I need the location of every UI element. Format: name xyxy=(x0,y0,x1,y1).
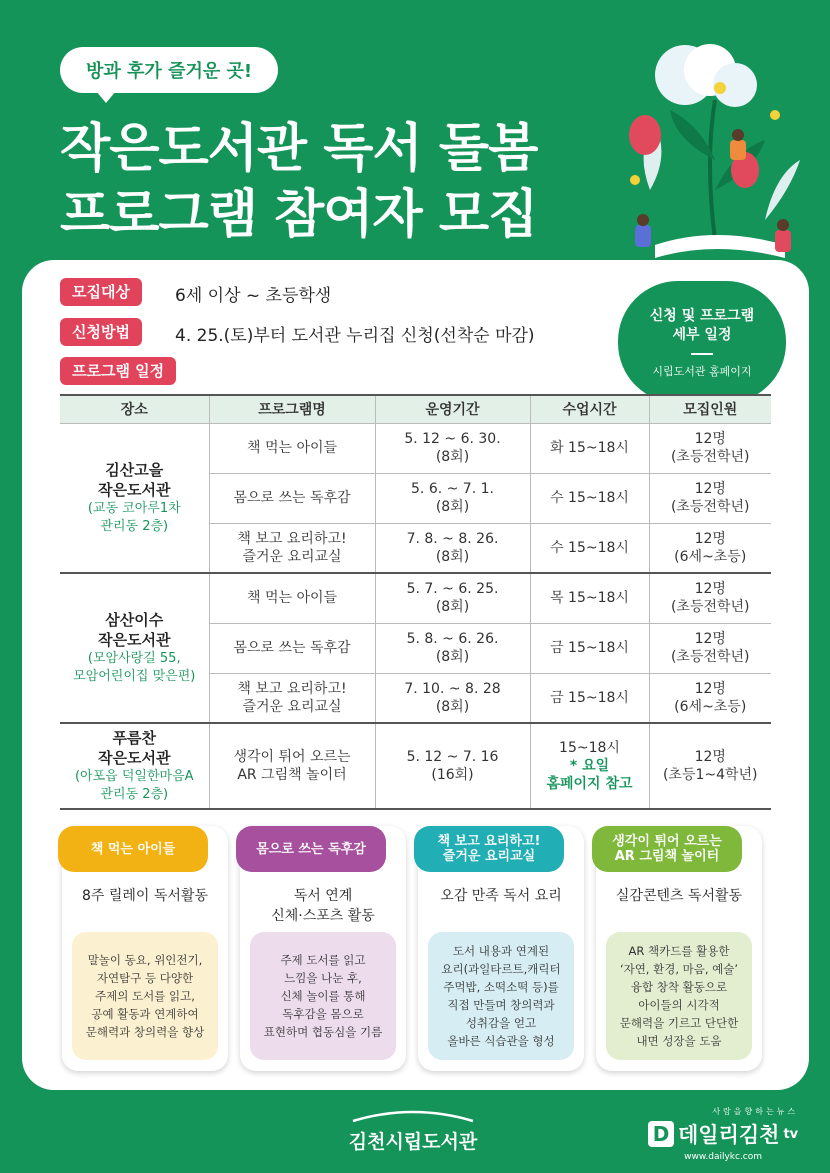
program-card-heading: 실감콘텐츠 독서활동 xyxy=(615,888,743,904)
program-card-heading: 오감 만족 독서 요리 xyxy=(440,888,562,904)
col-header-period: 운영기간 xyxy=(375,395,530,423)
location-address: 모암어린이집 맞은편) xyxy=(73,669,196,684)
flower-reading-illustration xyxy=(615,40,820,265)
page-title-line2: 프로그램 참여자 모집 xyxy=(60,185,538,245)
col-header-time: 수업시간 xyxy=(530,395,649,423)
location-address: 관리동 2층) xyxy=(100,787,169,802)
method-value: 4. 25.(토)부터 도서관 누리집 신청(선착순 마감) xyxy=(175,326,535,346)
period-cell: 7. 10. ~ 8. 28 (8회) xyxy=(375,673,530,723)
watermark-suffix: tv xyxy=(783,1126,799,1142)
watermark-slogan: 사람을향하는뉴스 xyxy=(712,1107,799,1116)
capacity-cell: 12명 (초등전학년) xyxy=(649,473,771,523)
col-header-capacity: 모집인원 xyxy=(649,395,771,423)
program-card-tag: 몸으로 쓰는 독후감 xyxy=(236,826,386,872)
table-row xyxy=(60,723,771,809)
schedule-note-badge xyxy=(618,281,786,403)
time-cell: 수 15~18시 xyxy=(530,523,649,573)
location-name: 삼산이수 xyxy=(105,611,164,629)
schedule-note-title1: 신청 및 프로그램 xyxy=(649,308,755,324)
target-label: 모집대상 xyxy=(60,278,142,306)
program-cell: 생각이 튀어 오르는 AR 그림책 놀이터 xyxy=(209,723,375,809)
program-card-tag: 책 먹는 아이들 xyxy=(58,826,208,872)
time-cell: 금 15~18시 xyxy=(530,673,649,723)
target-value: 6세 이상 ~ 초등학생 xyxy=(175,286,332,306)
time-cell: 금 15~18시 xyxy=(530,623,649,673)
period-cell: 5. 8. ~ 6. 26. (8회) xyxy=(375,623,530,673)
program-card-tag: 생각이 튀어 오르는 AR 그림책 놀이터 xyxy=(592,826,742,872)
program-cell: 책 보고 요리하고! 즐거운 요리교실 xyxy=(209,523,375,573)
time-note: 홈페이지 참고 xyxy=(546,776,633,792)
period-cell: 5. 12 ~ 6. 30. (8회) xyxy=(375,423,530,473)
schedule-note-title2: 세부 일정 xyxy=(672,327,732,343)
schedule-table xyxy=(60,394,771,810)
capacity-cell: 12명 (6세~초등) xyxy=(649,523,771,573)
location-name: 작은도서관 xyxy=(98,480,171,499)
capacity-cell: 12명 (6세~초등) xyxy=(649,673,771,723)
program-card-description: 주제 도서를 읽고 느낌을 나눈 후, 신체 놀이를 통해 독후감을 몸으로 표현하며 협동심을 기름 xyxy=(250,932,396,1060)
program-card xyxy=(62,826,228,1071)
capacity-cell: 12명 (초등1~4학년) xyxy=(649,723,771,809)
program-card-tag: 책 보고 요리하고! 즐거운 요리교실 xyxy=(414,826,564,872)
time-cell: 목 15~18시 xyxy=(530,573,649,623)
method-label: 신청방법 xyxy=(60,318,142,346)
schedule-label: 프로그램 일정 xyxy=(60,357,176,385)
watermark-name: 데일리김천 xyxy=(678,1123,780,1147)
program-card-heading: 독서 연계 신체·스포츠 활동 xyxy=(271,888,375,924)
col-header-location: 장소 xyxy=(60,395,209,423)
watermark-url: www.dailykc.com xyxy=(684,1152,763,1162)
time-cell: 15~18시 * 요일 홈페이지 참고 xyxy=(530,723,649,809)
location-name: 김산고을 xyxy=(105,460,164,479)
location-name: 푸름찬 xyxy=(112,729,156,747)
program-cell: 몸으로 쓰는 독후감 xyxy=(209,473,375,523)
program-cell: 몸으로 쓰는 독후감 xyxy=(209,623,375,673)
program-card-description: AR 책카드를 활용한 ‘자연, 환경, 마음, 예술’ 융합 창착 활동으로 아이들의 시각적 문해력을 기르고 단단한 내면 성장을 도움 xyxy=(606,932,752,1060)
table-row xyxy=(60,573,771,623)
schedule-note-subtitle: 시립도서관 홈페이지 xyxy=(652,365,752,378)
table-row xyxy=(60,423,771,473)
period-cell: 5. 6. ~ 7. 1. (8회) xyxy=(375,473,530,523)
location-name: 작은도서관 xyxy=(98,631,171,649)
location-name: 작은도서관 xyxy=(98,749,171,767)
time-cell: 화 15~18시 xyxy=(530,423,649,473)
program-cell: 책 먹는 아이들 xyxy=(209,423,375,473)
library-logo xyxy=(343,1107,483,1154)
program-card-description: 도서 내용과 연계된 요리(과일타르트,캐릭터 주먹밥, 소떡소떡 등)를 직접 만들며 창의력과 성취감을 얻고 올바른 식습관을 형성 xyxy=(428,932,574,1060)
period-cell: 5. 7. ~ 6. 25. (8회) xyxy=(375,573,530,623)
page-title-line1: 작은도서관 독서 돌봄 xyxy=(60,119,538,179)
daily-kimcheon-watermark xyxy=(648,1106,798,1162)
location-cell xyxy=(60,423,209,573)
program-cell: 책 보고 요리하고! 즐거운 요리교실 xyxy=(209,673,375,723)
location-cell xyxy=(60,723,209,809)
col-header-program: 프로그램명 xyxy=(209,395,375,423)
logo-book-icon xyxy=(343,1107,483,1123)
tagline-badge: 방과 후가 즐거운 곳! xyxy=(60,47,278,93)
program-card xyxy=(240,826,406,1071)
capacity-cell: 12명 (초등전학년) xyxy=(649,573,771,623)
program-cell: 책 먹는 아이들 xyxy=(209,573,375,623)
program-card xyxy=(596,826,762,1071)
location-address: (모암사랑길 55, xyxy=(87,651,181,666)
location-address: (교동 코아루1차 xyxy=(87,500,181,516)
watermark-logo-letter: D xyxy=(648,1121,674,1147)
program-card-heading: 8주 릴레이 독서활동 xyxy=(82,888,208,904)
location-cell xyxy=(60,573,209,723)
library-logo-text: 김천시립도서관 xyxy=(348,1131,478,1153)
time-cell: 수 15~18시 xyxy=(530,473,649,523)
period-cell: 7. 8. ~ 8. 26. (8회) xyxy=(375,523,530,573)
location-address: 관리동 2층) xyxy=(100,518,169,534)
period-cell: 5. 12 ~ 7. 16 (16회) xyxy=(375,723,530,809)
time-note: * 요일 xyxy=(569,758,610,774)
location-address: (아포읍 덕일한마음A xyxy=(74,769,194,784)
capacity-cell: 12명 (초등전학년) xyxy=(649,623,771,673)
program-card-description: 말놀이 동요, 위인전기, 자연탐구 등 다양한 주제의 도서를 읽고, 공예 활동과 연계하여 문해력과 창의력을 향상 xyxy=(72,932,218,1060)
capacity-cell: 12명 (초등전학년) xyxy=(649,423,771,473)
program-card xyxy=(418,826,584,1071)
